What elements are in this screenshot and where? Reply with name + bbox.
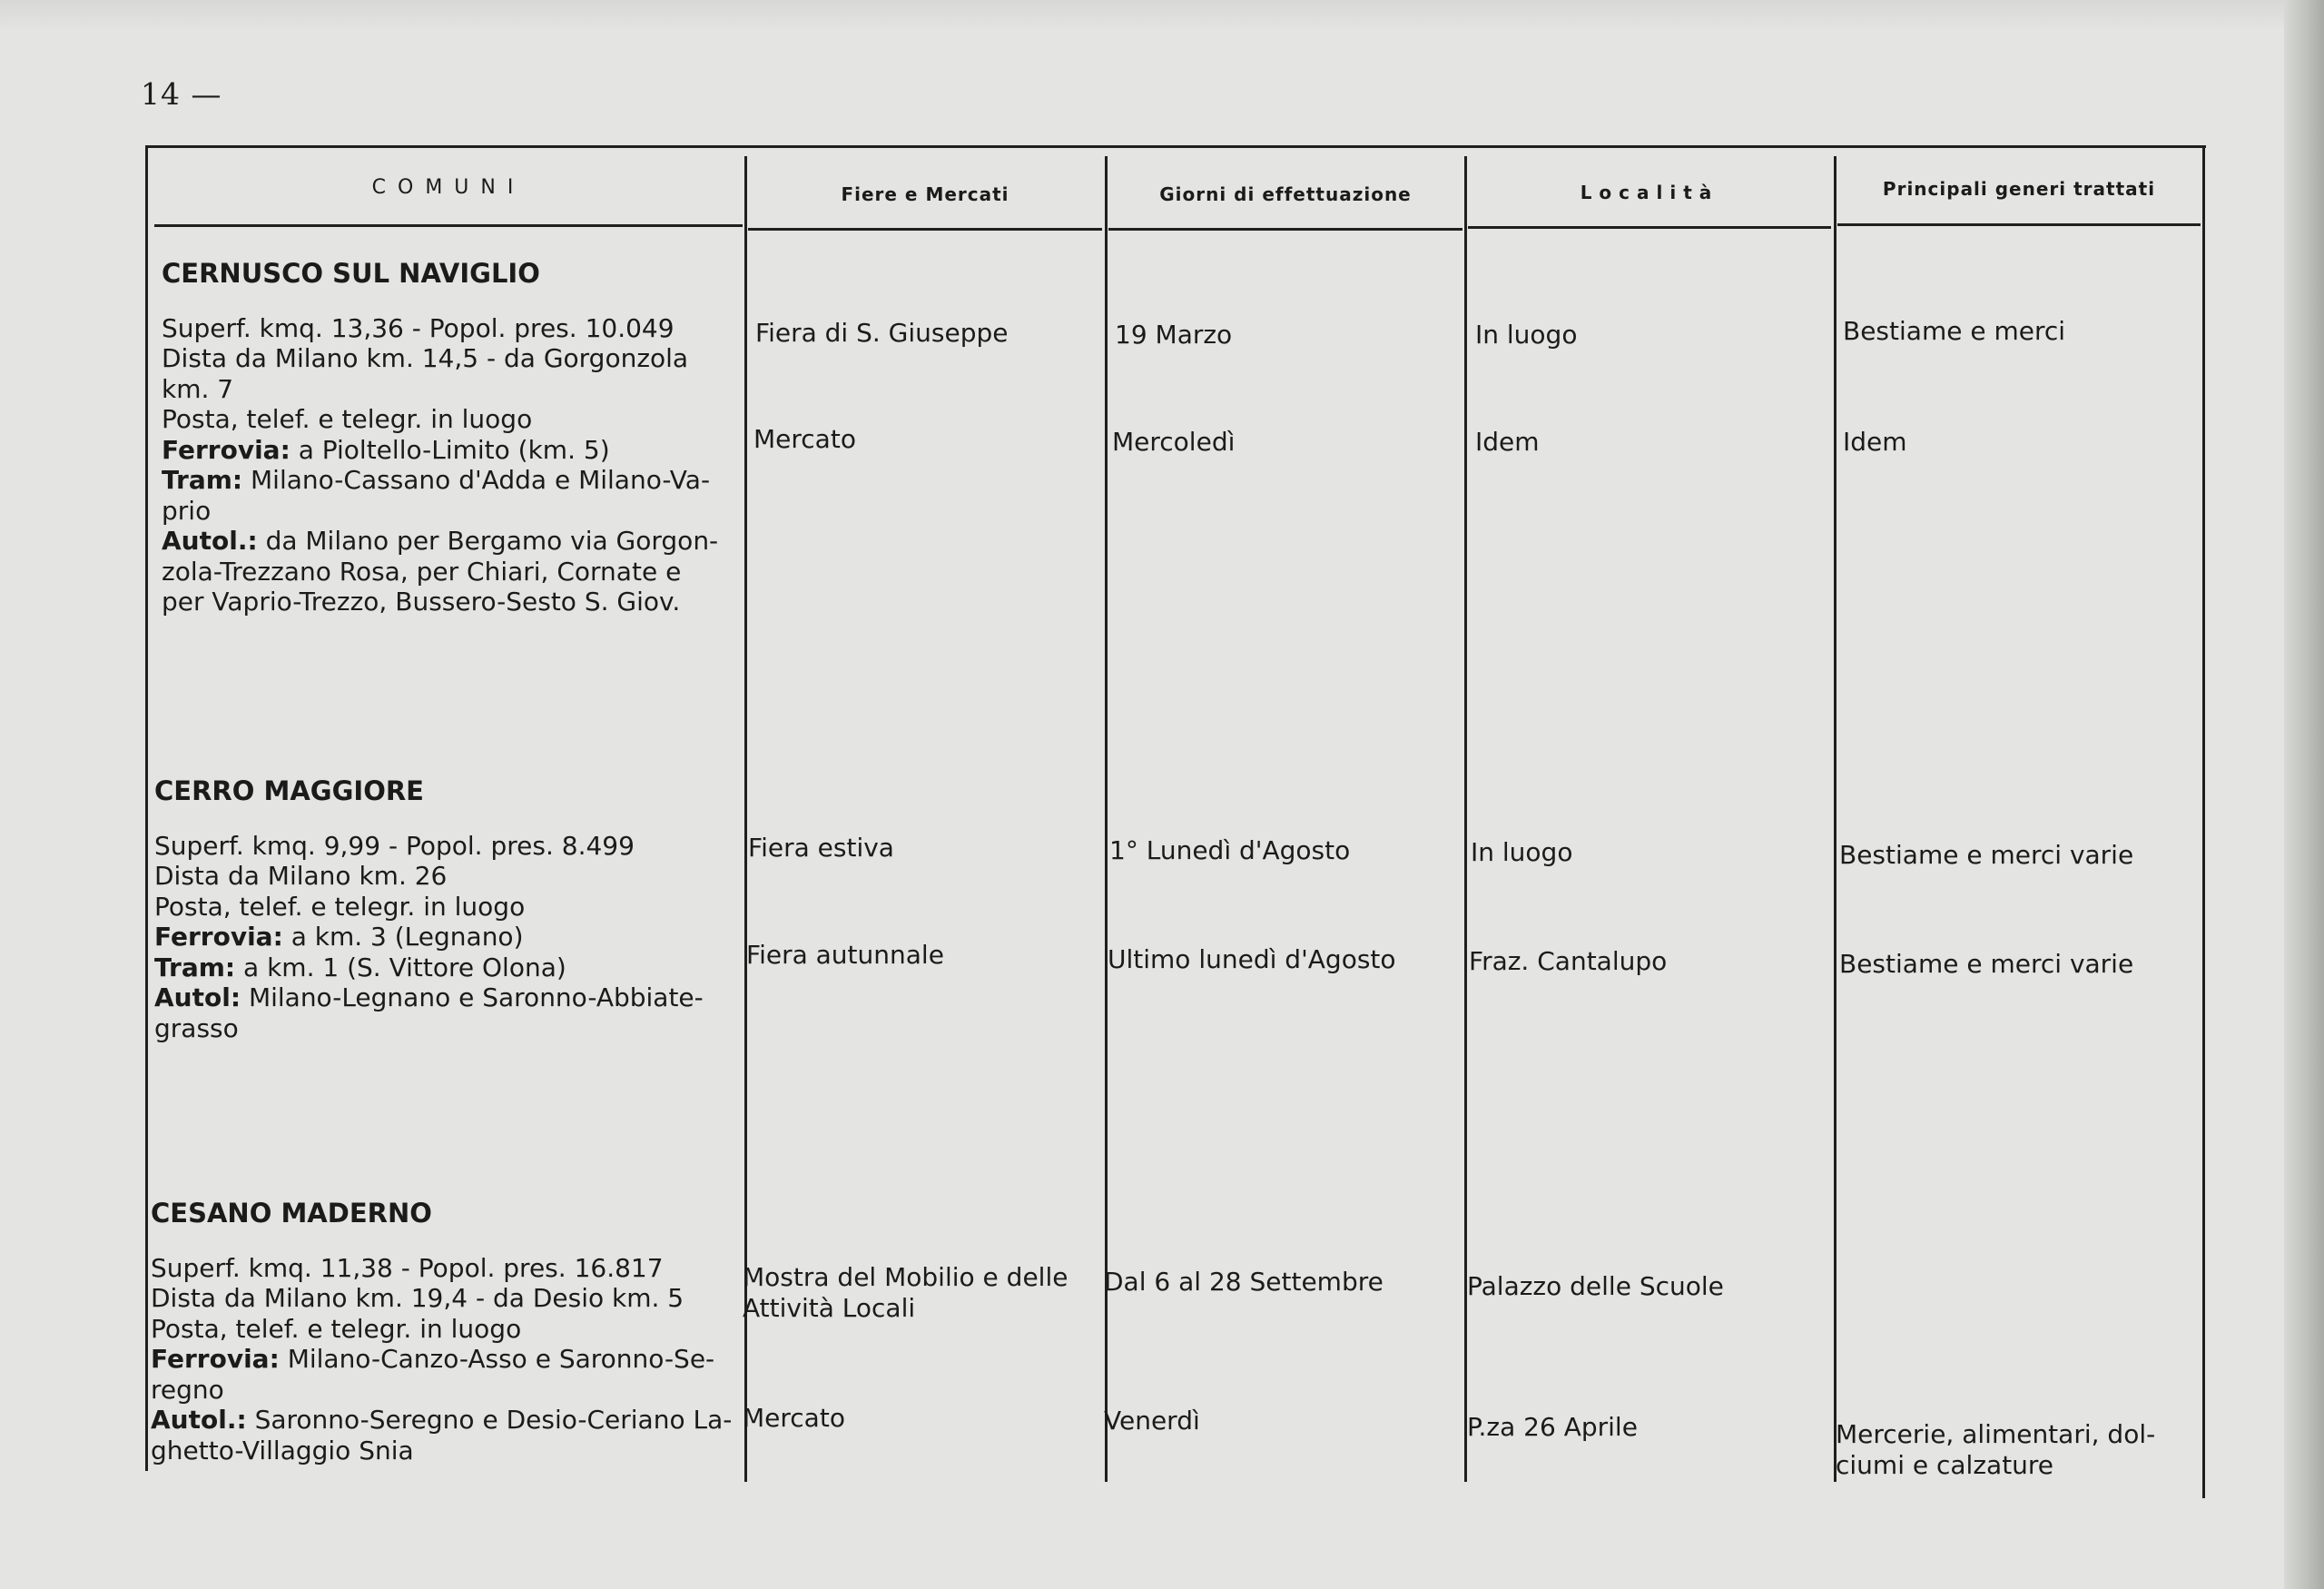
header-localita: Località xyxy=(1580,182,1719,203)
comune-info xyxy=(151,1253,732,1466)
header-fiere: Fiere e Mercati xyxy=(841,183,1009,205)
comune-name: CERRO MAGGIORE xyxy=(154,775,424,806)
generi-line: Mercerie, alimentari, dol- xyxy=(1836,1419,2156,1449)
comune-info xyxy=(162,313,743,617)
autol-line: ghetto-Villaggio Snia xyxy=(151,1435,414,1466)
info-line: Dista da Milano km. 19,4 - da Desio km. 5 xyxy=(151,1283,684,1313)
info-line: Posta, telef. e telegr. in luogo xyxy=(162,404,533,434)
header-rule-4 xyxy=(1468,226,1831,229)
header-rule-3 xyxy=(1108,228,1462,231)
giorni-cell: Venerdì xyxy=(1104,1406,1200,1436)
generi-cell: Idem xyxy=(1843,427,1907,457)
comune-name: CESANO MADERNO xyxy=(151,1198,432,1229)
localita-cell: Idem xyxy=(1475,427,1540,457)
autol-line: grasso xyxy=(154,1012,239,1043)
table-top-rule xyxy=(145,145,2206,148)
info-line: Superf. kmq. 13,36 - Popol. pres. 10.049 xyxy=(162,312,675,343)
ferrovia-line xyxy=(154,922,735,952)
fiera-cell xyxy=(743,1262,1068,1324)
localita-cell: P.za 26 Aprile xyxy=(1467,1412,1638,1442)
ferrovia-line xyxy=(162,435,743,466)
col-divider-right xyxy=(2202,145,2205,1498)
header-rule-5 xyxy=(1837,223,2201,226)
fiera-cell: Fiera di S. Giuseppe xyxy=(755,318,1009,348)
generi-cell: Bestiame e merci varie xyxy=(1839,949,2134,979)
localita-cell: Palazzo delle Scuole xyxy=(1467,1271,1724,1301)
info-line: km. 7 xyxy=(162,373,234,404)
autol-line xyxy=(151,1405,732,1436)
tram-line xyxy=(154,952,735,983)
fiera-line: Attività Locali xyxy=(743,1293,916,1323)
autol-line xyxy=(162,526,743,557)
autol-line: per Vaprio-Trezzo, Bussero-Sesto S. Giov. xyxy=(162,587,681,617)
fiera-cell: Mercato xyxy=(753,424,856,454)
fiera-cell: Fiera autunnale xyxy=(746,940,944,970)
page-number: 14 — xyxy=(141,76,222,112)
header-rule-1 xyxy=(154,224,743,227)
comune-cernusco xyxy=(162,259,743,617)
col-divider-left xyxy=(145,145,148,1471)
localita-cell: In luogo xyxy=(1471,837,1573,867)
info-line: Dista da Milano km. 26 xyxy=(154,861,448,891)
ferrovia-label: Ferrovia: xyxy=(154,922,283,952)
generi-cell: Bestiame e merci varie xyxy=(1839,840,2134,870)
col-divider-4 xyxy=(1834,156,1837,1482)
autol-line: zola-Trezzano Rosa, per Chiari, Cornate e xyxy=(162,556,682,587)
header-comuni: COMUNI xyxy=(371,175,526,199)
info-line: Superf. kmq. 11,38 - Popol. pres. 16.817 xyxy=(151,1252,664,1283)
autol-value: Saronno-Seregno e Desio-Ceriano La- xyxy=(254,1405,733,1435)
tram-label: Tram: xyxy=(162,465,243,495)
localita-cell: In luogo xyxy=(1475,320,1578,350)
fiera-cell: Fiera estiva xyxy=(748,833,894,863)
header-giorni: Giorni di effettuazione xyxy=(1159,183,1412,205)
book-binding-shadow xyxy=(2284,0,2324,1589)
generi-cell: Bestiame e merci xyxy=(1843,316,2066,346)
autol-label: Autol.: xyxy=(162,526,258,556)
ferrovia-value: a Pioltello-Limito (km. 5) xyxy=(298,434,610,465)
giorni-cell: 1° Lunedì d'Agosto xyxy=(1109,835,1351,865)
tram-line: prio xyxy=(162,495,212,526)
comune-cesano xyxy=(151,1199,732,1466)
giorni-cell: Ultimo lunedì d'Agosto xyxy=(1108,944,1396,974)
ferrovia-label: Ferrovia: xyxy=(162,434,290,465)
autol-value: da Milano per Bergamo via Gorgon- xyxy=(265,526,719,556)
autol-label: Autol: xyxy=(154,982,241,1012)
ferrovia-label: Ferrovia: xyxy=(151,1344,280,1374)
info-line: Posta, telef. e telegr. in luogo xyxy=(151,1313,522,1344)
giorni-cell: Dal 6 al 28 Settembre xyxy=(1104,1267,1384,1297)
tram-line xyxy=(162,465,743,496)
page-top-shadow xyxy=(0,0,2324,31)
comune-info xyxy=(154,831,735,1044)
ferrovia-line: regno xyxy=(151,1374,224,1405)
comune-name: CERNUSCO SUL NAVIGLIO xyxy=(162,258,540,289)
autol-value: Milano-Legnano e Saronno-Abbiate- xyxy=(248,982,704,1012)
ferrovia-value: Milano-Canzo-Asso e Saronno-Se- xyxy=(287,1344,715,1374)
info-line: Dista da Milano km. 14,5 - da Gorgonzola xyxy=(162,343,689,373)
tram-value: a km. 1 (S. Vittore Olona) xyxy=(243,952,566,982)
fiera-cell: Mercato xyxy=(743,1403,845,1433)
info-line: Posta, telef. e telegr. in luogo xyxy=(154,891,526,922)
autol-label: Autol.: xyxy=(151,1405,247,1435)
generi-cell xyxy=(1836,1419,2155,1481)
ferrovia-value: a km. 3 (Legnano) xyxy=(290,922,524,952)
fiera-line: Mostra del Mobilio e delle xyxy=(743,1262,1068,1292)
info-line: Superf. kmq. 9,99 - Popol. pres. 8.499 xyxy=(154,830,635,861)
tram-label: Tram: xyxy=(154,952,236,982)
comune-cerro xyxy=(154,776,735,1043)
giorni-cell: 19 Marzo xyxy=(1115,320,1233,350)
generi-line: ciumi e calzature xyxy=(1836,1450,2054,1480)
autol-line xyxy=(154,982,735,1013)
ferrovia-line xyxy=(151,1344,732,1375)
giorni-cell: Mercoledì xyxy=(1112,427,1236,457)
localita-cell: Fraz. Cantalupo xyxy=(1469,946,1668,976)
header-generi: Principali generi trattati xyxy=(1882,178,2156,200)
tram-value: Milano-Cassano d'Adda e Milano-Va- xyxy=(251,465,711,495)
header-rule-2 xyxy=(748,228,1102,231)
